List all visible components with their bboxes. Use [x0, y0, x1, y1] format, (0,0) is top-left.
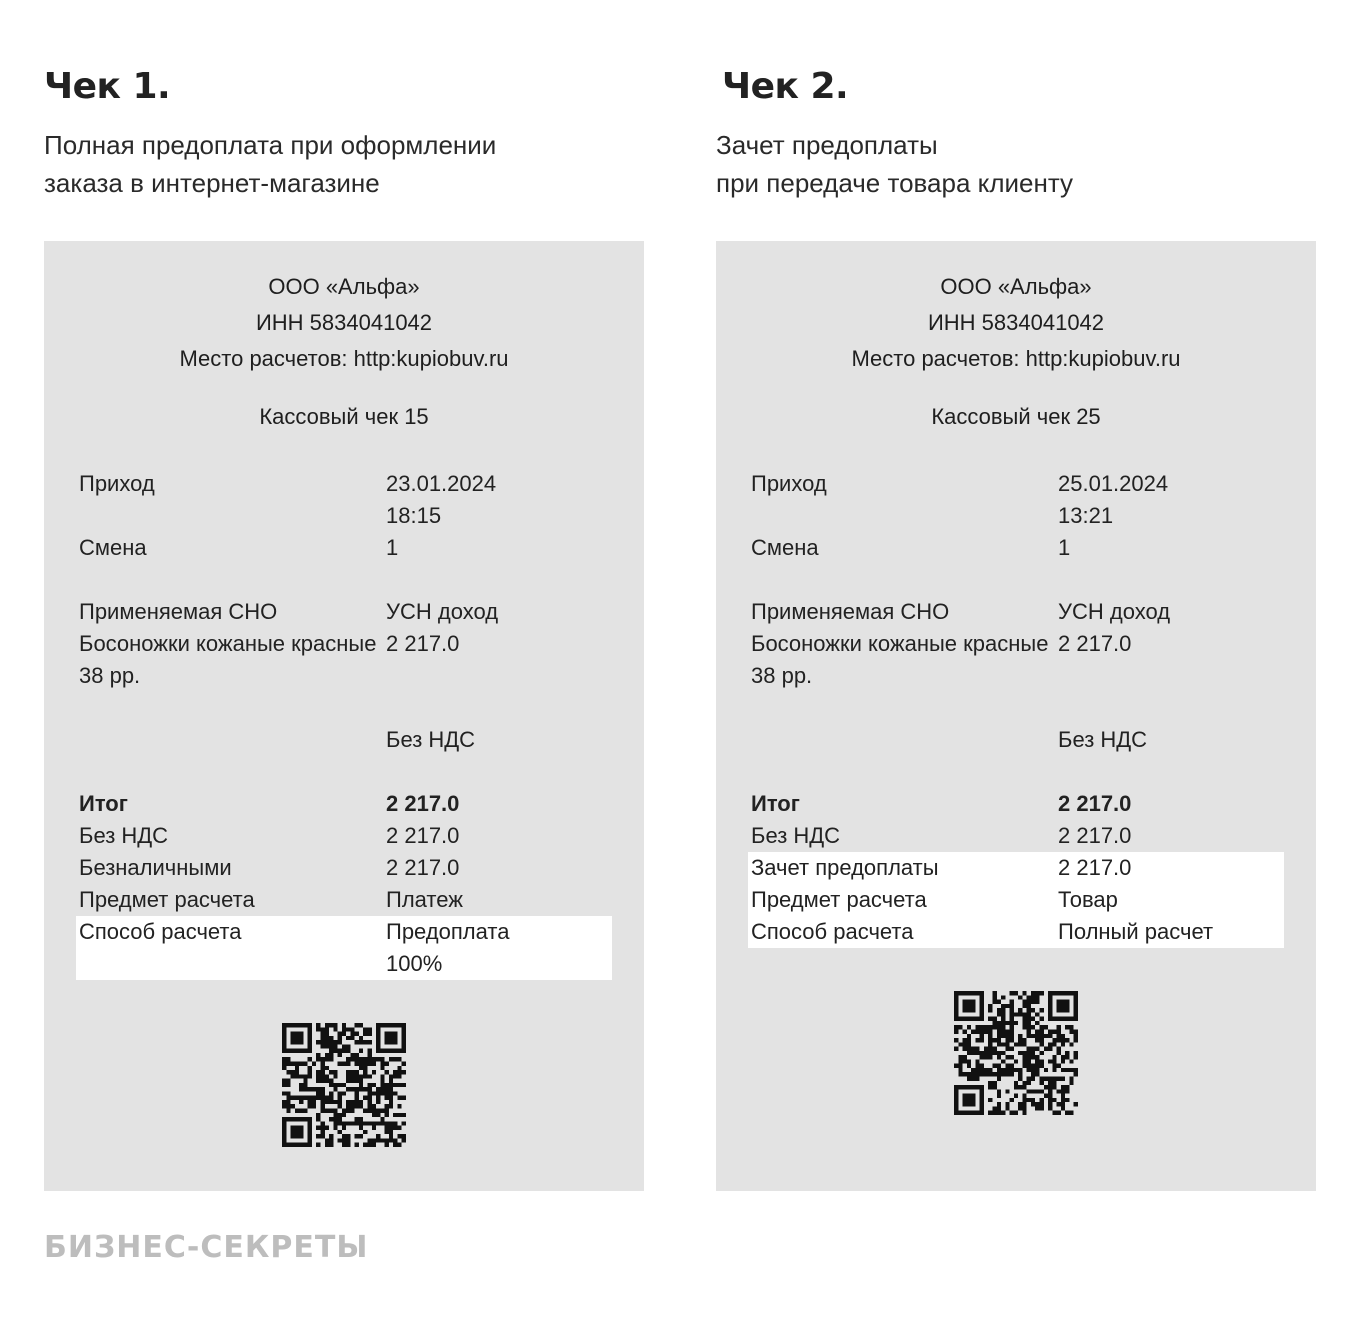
row-total [44, 788, 644, 820]
qr-code-icon [282, 1023, 406, 1147]
label: Без НДС [751, 823, 841, 848]
receipt-2-heading: Чек 2. [722, 66, 849, 107]
receipt-1-heading: Чек 1. [44, 66, 171, 107]
row-item [716, 628, 1316, 660]
label: Смена [79, 535, 147, 560]
row-vat [716, 820, 1316, 852]
receipt-rows [44, 468, 644, 980]
receipt-2 [716, 241, 1316, 1191]
value: 2 217.0 [386, 823, 460, 848]
row-item-size [716, 660, 1316, 692]
row-method-2 [76, 948, 612, 980]
receipt-rows [716, 468, 1316, 948]
receipt-title: Кассовый чек 15 [259, 404, 429, 429]
value: 2 217.0 [386, 791, 460, 816]
row-method [76, 916, 612, 948]
row-subject [748, 884, 1284, 916]
value: Товар [1058, 887, 1118, 912]
row-vat [44, 820, 644, 852]
label: Итог [751, 791, 800, 816]
receipt-1 [44, 241, 644, 1191]
row-time [716, 500, 1316, 532]
row-shift [716, 532, 1316, 564]
inn: ИНН 5834041042 [927, 310, 1105, 335]
value: 1 [386, 535, 399, 560]
value: УСН доход [386, 599, 499, 624]
row-item-size [44, 660, 644, 692]
label: Приход [751, 471, 827, 496]
value: Без НДС [386, 727, 476, 752]
company-name: ООО «Альфа» [940, 274, 1092, 299]
highlight-block [76, 916, 612, 980]
value: 2 217.0 [1058, 823, 1132, 848]
value: 1 [1058, 535, 1071, 560]
label: Применяемая СНО [751, 599, 950, 624]
place-of-settlement: Место расчетов: http:kupiobuv.ru [179, 346, 509, 371]
row-method [748, 916, 1284, 948]
row-payment [748, 852, 1284, 884]
value: 100% [386, 951, 443, 976]
value: 2 217.0 [1058, 791, 1132, 816]
row-subject [44, 884, 644, 916]
receipt-title: Кассовый чек 25 [931, 404, 1101, 429]
row-income [44, 468, 644, 500]
row-income [716, 468, 1316, 500]
value: 13:21 [1058, 503, 1114, 528]
subtitle-line: Зачет предоплаты [716, 130, 938, 160]
row-time [44, 500, 644, 532]
place-of-settlement: Место расчетов: http:kupiobuv.ru [851, 346, 1181, 371]
inn: ИНН 5834041042 [255, 310, 433, 335]
value: 2 217.0 [386, 631, 460, 656]
row-total [716, 788, 1316, 820]
row-shift [44, 532, 644, 564]
label: Без НДС [79, 823, 169, 848]
label: Способ расчета [79, 919, 242, 944]
label: Способ расчета [751, 919, 914, 944]
subtitle-line: заказа в интернет-магазине [44, 168, 380, 198]
row-item-vat [716, 724, 1316, 756]
receipt-2-subtitle [716, 126, 1073, 202]
value: 2 217.0 [1058, 631, 1132, 656]
row-item-vat [44, 724, 644, 756]
value: Платеж [386, 887, 463, 912]
subtitle-line: при передаче товара клиенту [716, 168, 1074, 198]
row-tax-system [44, 596, 644, 628]
label: Босоножки кожаные красные [751, 631, 1049, 656]
value: 2 217.0 [1058, 855, 1132, 880]
subtitle-line: Полная предоплата при оформлении [44, 130, 497, 160]
value: 2 217.0 [386, 855, 460, 880]
label: 38 рр. [79, 663, 141, 688]
label: Предмет расчета [751, 887, 927, 912]
label: Безналичными [79, 855, 232, 880]
label: Предмет расчета [79, 887, 255, 912]
label: 38 рр. [751, 663, 813, 688]
row-payment [44, 852, 644, 884]
label: Итог [79, 791, 128, 816]
row-tax-system [716, 596, 1316, 628]
label: Смена [751, 535, 819, 560]
label: Применяемая СНО [79, 599, 278, 624]
value: 18:15 [386, 503, 442, 528]
value: Без НДС [1058, 727, 1148, 752]
highlight-block [748, 852, 1284, 948]
receipt-1-subtitle [44, 126, 496, 202]
value: УСН доход [1058, 599, 1171, 624]
qr-code-icon [954, 991, 1078, 1115]
label: Зачет предоплаты [751, 855, 939, 880]
value: Полный расчет [1058, 919, 1214, 944]
label: Босоножки кожаные красные [79, 631, 377, 656]
row-item [44, 628, 644, 660]
label: Приход [79, 471, 155, 496]
value: 25.01.2024 [1058, 471, 1169, 496]
value: 23.01.2024 [386, 471, 497, 496]
company-name: ООО «Альфа» [268, 274, 420, 299]
brand-logo: БИЗНЕС-СЕКРЕТЫ [44, 1230, 369, 1265]
value: Предоплата [386, 919, 510, 944]
